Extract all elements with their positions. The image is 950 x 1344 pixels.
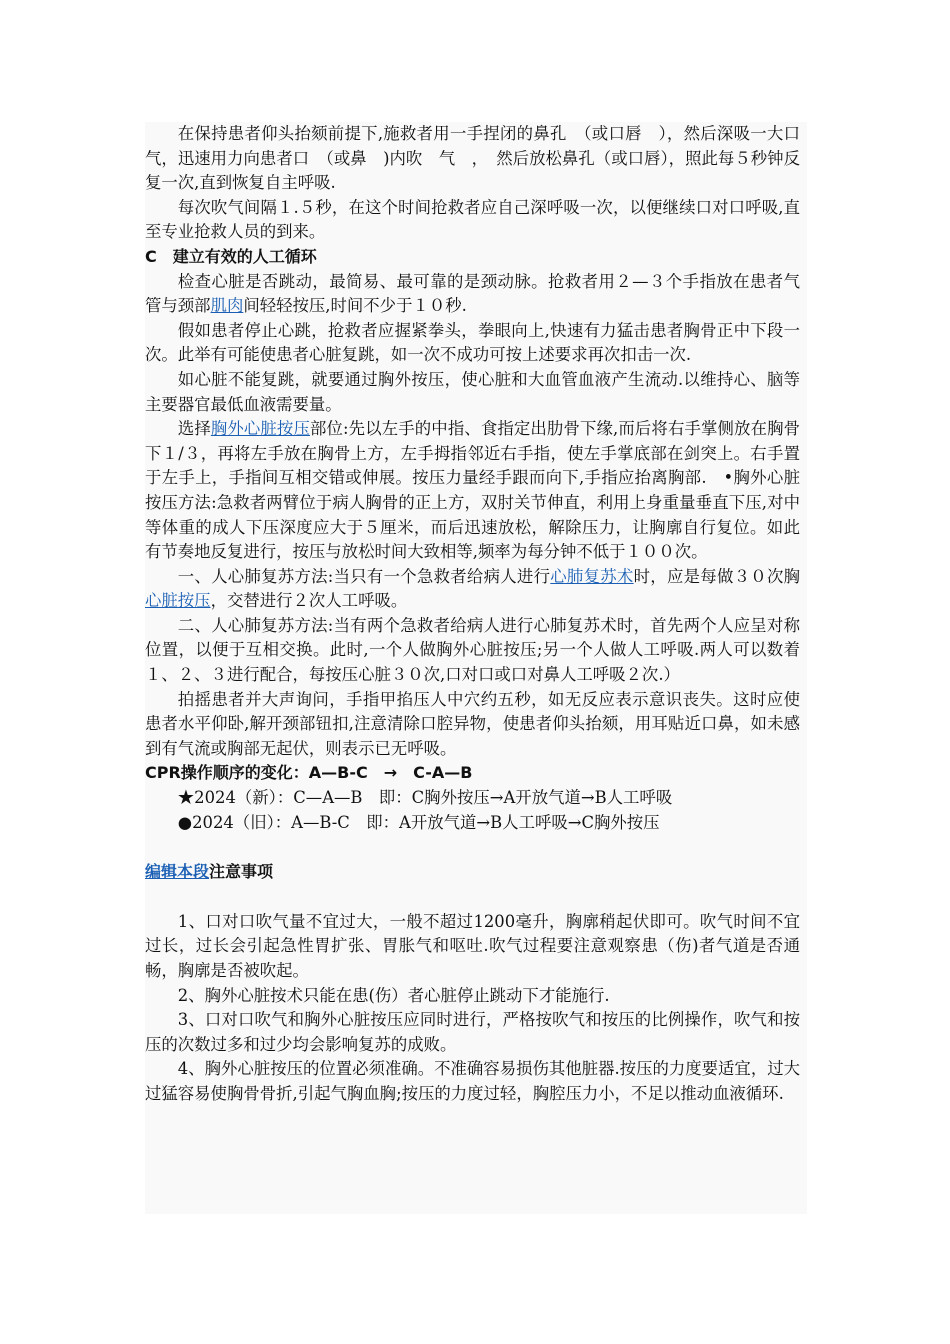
heading-cpr-sequence: CPR操作顺序的变化：A—B-C → C-A—B <box>145 763 473 783</box>
paragraph-two-rescuers: 二、人心肺复苏方法:当有两个急救者给病人进行心肺复苏术时，首先两个人应呈对称位置，以便于互相交换。此时,一个人做胸外心脏按压;另一个人做人工呼吸.两人可以数着１、２、３进行配合，每按压心脏３０次,口对口或口对鼻人工呼吸２次.） <box>145 615 800 685</box>
text-segment: 选择 <box>177 419 211 439</box>
text-segment: 检查心脏是否跳动，最简易、最可靠的是颈动脉。抢救者用２—３个手指放在患者气管与颈部 <box>145 271 800 316</box>
spacer <box>145 885 800 910</box>
paragraph-compression-position <box>145 417 800 565</box>
line-sequence-new: ★2024（新）：C—A—B 即：C胸外按压→A开放气道→B人工呼吸 <box>177 788 673 808</box>
text-segment: 一、人心肺复苏方法:当只有一个急救者给病人进行 <box>177 566 551 586</box>
document-body <box>145 122 800 1107</box>
text-segment: 部位:先以左手的中指、食指定出肋骨下缘,而后将右手掌侧放在胸骨下１/３，再将左手放在胸骨上方，左手拇指邻近右手指，使左手掌底部在剑突上。右手置于左手上，手指间互相交错或伸展。按压力量经手跟而向下,手指应抬离胸部. •胸外心脏按压方法:急救者两臂位于病人胸骨的正上方，双肘关节伸直，利用上身重量垂直下压,对中等体重的成人下压深度应大于５厘米，而后迅速放松，解除压力，让胸廓自行复位。如此有节奏地反复进行，按压与放松时间大致相等,频率为每分钟不低于１００次。 <box>145 419 801 562</box>
section-heading-precautions <box>145 860 800 885</box>
section-title: 注意事项 <box>209 862 274 882</box>
link-cpr[interactable]: 心肺复苏术 <box>550 566 634 586</box>
link-cardiac-compression[interactable]: 心脏按压 <box>145 591 211 611</box>
spacer <box>145 835 800 860</box>
note-item-3: 3、口对口吹气和胸外心脏按压应同时进行，严格按吹气和按压的比例操作，吹气和按压的次数过多和过少均会影响复苏的成败。 <box>145 1010 800 1054</box>
text-segment: 间轻轻按压,时间不少于１０秒. <box>243 296 467 316</box>
note-item-1: 1、口对口吹气量不宜过大，一般不超过1200毫升，胸廓稍起伏即可。吹气时间不宜过长，过长会引起急性胃扩张、胃胀气和呕吐.吹气过程要注意观察患（伤)者气道是否通畅，胸廓是否被吹起。 <box>145 911 800 980</box>
link-chest-compression[interactable]: 胸外心脏按压 <box>210 419 310 439</box>
line-sequence-old: ●2024（旧）：A—B-C 即：A开放气道→B人工呼吸→C胸外按压 <box>177 812 660 832</box>
paragraph-breath-interval: 每次吹气间隔１.５秒，在这个时间抢救者应自己深呼吸一次，以便继续口对口呼吸,直至专业抢救人员的到来。 <box>145 197 800 242</box>
note-item-4: 4、胸外心脏按压的位置必须准确。不准确容易损伤其他脏器.按压的力度要适宜，过大过猛容易使胸骨骨折,引起气胸血胸;按压的力度过轻，胸腔压力小，不足以推动血液循环. <box>145 1059 800 1103</box>
note-item-2: 2、胸外心脏按术只能在患(伤）者心脏停止跳动下才能施行. <box>177 985 610 1005</box>
heading-circulation: C 建立有效的人工循环 <box>145 246 317 266</box>
paragraph-rescue-breathing: 在保持患者仰头抬颏前提下,施救者用一手捏闭的鼻孔 （或口唇 ），然后深吸一大口气，迅速用力向患者口 （或鼻 )内吹 气 ， 然后放松鼻孔（或口唇），照此每５秒钟反复一次,直到恢复自主呼吸. <box>145 124 800 193</box>
paragraph-assess-consciousness: 拍摇患者并大声询问，手指甲掐压人中穴约五秒，如无反应表示意识丧失。这时应使患者水平仰卧,解开颈部钮扣,注意清除口腔异物，使患者仰头抬颏，用耳贴近口鼻，如未感到有气流或胸部无起伏，则表示已无呼吸。 <box>145 689 800 758</box>
paragraph-chest-compression-purpose: 如心脏不能复跳，就要通过胸外按压，使心脏和大血管血液产生流动.以维持心、脑等主要器官最低血液需要量。 <box>145 369 800 414</box>
paragraph-single-rescuer <box>145 565 800 614</box>
paragraph-precordial-thump: 假如患者停止心跳，抢救者应握紧拳头，拳眼向上,快速有力猛击患者胸骨正中下段一次。此举有可能使患者心脏复跳，如一次不成功可按上述要求再次扣击一次. <box>145 320 800 365</box>
edit-section-link[interactable]: 编辑本段 <box>145 862 210 882</box>
text-segment: ，交替进行２次人工呼吸。 <box>210 591 408 611</box>
link-muscle[interactable]: 肌肉 <box>210 296 244 316</box>
text-segment: 时，应是每做３０次胸 <box>633 566 801 586</box>
paragraph-check-pulse <box>145 270 800 319</box>
